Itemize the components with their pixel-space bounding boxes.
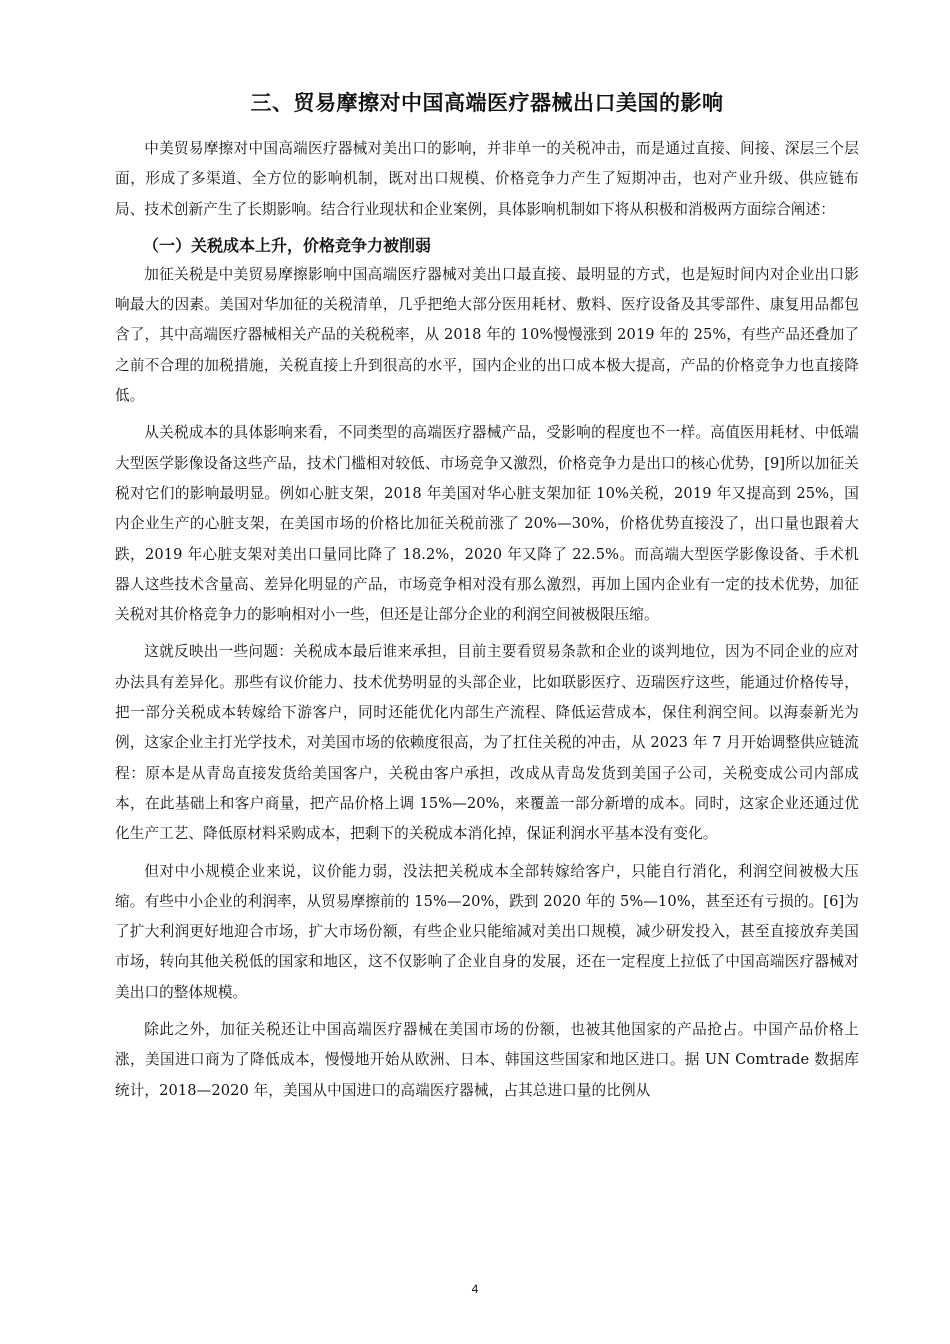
body-paragraph-3: 这就反映出一些问题：关税成本最后谁来承担，目前主要看贸易条款和企业的谈判地位，因为不同企业的应对办法具有差异化。那些有议价能力、技术优势明显的头部企业，比如联影医疗、迈瑞医疗这些，能通过价格传导，把一部分关税成本转嫁给下游客户，同时还能优化内部生产流程、降低运营成本，保住利润空间。以海泰新光为例，这家企业主打光学技术，对美国市场的依赖度很高，为了扛住关税的冲击，从 2023 年 7 月开始调整供应链流程：原本是从青岛直接发货给美国客户，关税由客户承担，改成从青岛发货到美国子公司，关税变成公司内部成本，在此基础上和客户商量，把产品价格上调 15%—20%，来覆盖一部分新增的成本。同时，这家企业还通过优化生产工艺、降低原材料采购成本，把剩下的关税成本消化掉，保证利润水平基本没有变化。 [115,643,859,843]
body-paragraph-5: 除此之外，加征关税还让中国高端医疗器械在美国市场的份额，也被其他国家的产品抢占。中国产品价格上涨，美国进口商为了降低成本，慢慢地开始从欧洲、日本、韩国这些国家和地区进口。据 UN Comtrade 数据库统计，2018—2020 年，美国从中国进口的高端医疗器械，占其总进口量的比例从 [115,1021,859,1099]
document-page [115,88,859,1106]
body-paragraph-2: 从关税成本的具体影响来看，不同类型的高端医疗器械产品，受影响的程度也不一样。高值医用耗材、中低端大型医学影像设备这些产品，技术门槛相对较低、市场竞争又激烈，价格竞争力是出口的核心优势，[9]所以加征关税对它们的影响最明显。例如心脏支架，2018 年美国对华心脏支架加征 10%关税，2019 年又提高到 25%，国内企业生产的心脏支架，在美国市场的价格比加征关税前涨了 20%—30%，价格优势直接没了，出口量也跟着大跌，2019 年心脏支架对美出口量同比降了 18.2%，2020 年又降了 22.5%。而高端大型医学影像设备、手术机器人这些技术含量高、差异化明显的产品，市场竞争相对没有那么激烈，再加上国内企业有一定的技术优势，加征关税对其价格竞争力的影响相对小一些，但还是让部分企业的利润空间被极限压缩。 [115,424,859,624]
subheading-tariff-cost: （一）关税成本上升，价格竞争力被削弱 [143,235,432,255]
intro-paragraph: 中美贸易摩擦对中国高端医疗器械对美出口的影响，并非单一的关税冲击，而是通过直接、间接、深层三个层面，形成了多渠道、全方位的影响机制，既对出口规模、价格竞争力产生了短期冲击，也对产业升级、供应链布局、技术创新产生了长期影响。结合行业现状和企业案例，具体影响机制如下将从积极和消极两方面综合阐述： [115,140,859,218]
section-title: 三、贸易摩擦对中国高端医疗器械出口美国的影响 [250,91,724,115]
body-paragraph-4: 但对中小规模企业来说，议价能力弱，没法把关税成本全部转嫁给客户，只能自行消化，利润空间被极大压缩。有些中小企业的利润率，从贸易摩擦前的 15%—20%，跌到 2020 年的 5%—10%，甚至还有亏损的。[6]为了扩大利润更好地迎合市场，扩大市场份额，有些企业只能缩减对美出口规模，减少研发投入，甚至直接放弃美国市场，转向其他关税低的国家和地区，这不仅影响了企业自身的发展，还在一定程度上拉低了中国高端医疗器械对美出口的整体规模。 [115,862,859,1001]
body-paragraph-1: 加征关税是中美贸易摩擦影响中国高端医疗器械对美出口最直接、最明显的方式，也是短时间内对企业出口影响最大的因素。美国对华加征的关税清单，几乎把绝大部分医用耗材、敷料、医疗设备及其零部件、康复用品都包含了，其中高端医疗器械相关产品的关税税率，从 2018 年的 10%慢慢涨到 2019 年的 25%，有些产品还叠加了之前不合理的加税措施，关税直接上升到很高的水平，国内企业的出口成本极大提高，产品的价格竞争力也直接降低。 [115,265,859,405]
page-number: 4 [471,1282,479,1296]
